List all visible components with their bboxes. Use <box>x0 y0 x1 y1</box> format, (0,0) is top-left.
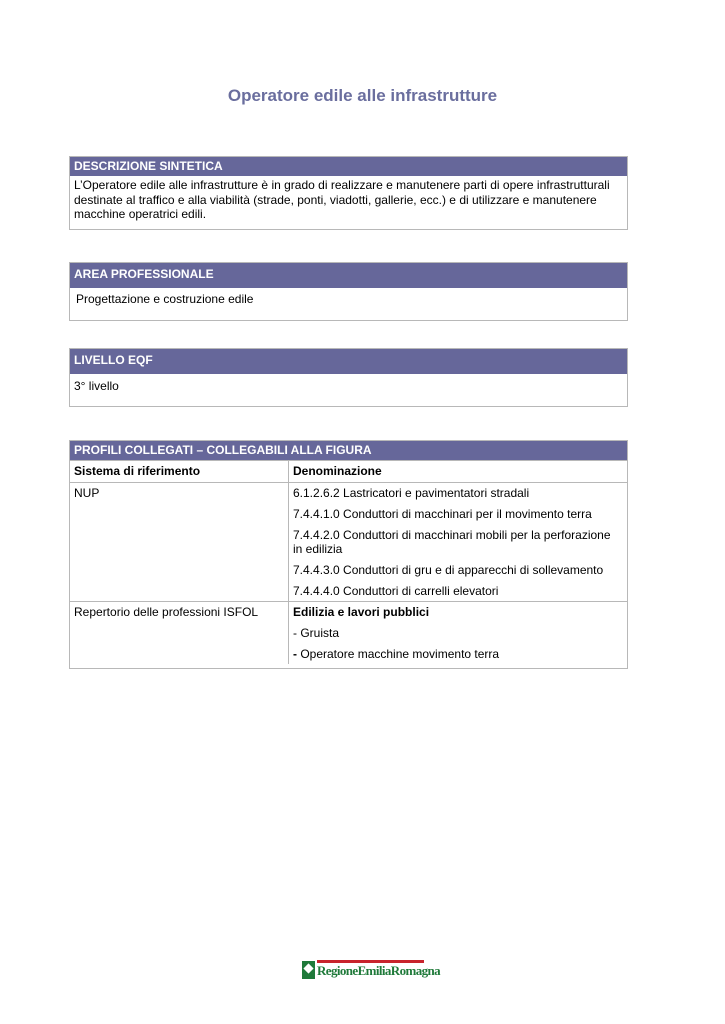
descrizione-section <box>69 156 628 230</box>
nup-item: 7.4.4.3.0 Conduttori di gru e di apparecchi di sollevamento <box>293 563 604 577</box>
regione-flag-icon <box>302 961 315 979</box>
col-denominazione-header: Denominazione <box>289 461 628 483</box>
isfol-item: - Gruista <box>293 626 340 640</box>
nup-denominazione-cell <box>289 483 628 602</box>
isfol-heading: Edilizia e lavori pubblici <box>293 605 430 619</box>
table-row <box>70 483 627 602</box>
nup-item: 7.4.4.2.0 Conduttori di macchinari mobili per la perforazione in edilizia <box>293 528 611 556</box>
isfol-item <box>293 647 623 661</box>
col-sistema-header: Sistema di riferimento <box>70 461 289 483</box>
nup-item: 6.1.2.6.2 Lastricatori e pavimentatori stradali <box>293 486 530 500</box>
area-section <box>69 262 628 321</box>
table-row <box>70 602 627 665</box>
isfol-item-text: Operatore macchine movimento terra <box>297 647 500 661</box>
descrizione-text: L’Operatore edile alle infrastrutture è in grado di realizzare e manutenere parti di opere infrastrutturali destinate al traffico e alla viabilità (strade, ponti, viadotti, gallerie, ecc.) e di utilizzare e manutenere macchine operatrici edili. <box>74 178 610 221</box>
isfol-denominazione-cell <box>289 602 628 665</box>
area-text: Progettazione e costruzione edile <box>76 292 254 306</box>
regione-logo <box>302 960 441 982</box>
nup-sistema-cell: NUP <box>70 483 289 602</box>
profili-table <box>70 460 627 664</box>
eqf-header: LIVELLO EQF <box>70 349 627 374</box>
nup-item: 7.4.4.1.0 Conduttori di macchinari per il movimento terra <box>293 507 592 521</box>
profili-section <box>69 440 628 669</box>
isfol-item-dash: - <box>293 647 297 661</box>
profili-header: PROFILI COLLEGATI – COLLEGABILI ALLA FIGURA <box>70 441 627 460</box>
page-title: Operatore edile alle infrastrutture <box>227 86 498 105</box>
isfol-sistema-cell: Repertorio delle professioni ISFOL <box>70 602 289 665</box>
area-header: AREA PROFESSIONALE <box>70 263 627 288</box>
eqf-text: 3° livello <box>74 379 119 393</box>
logo-text: RegioneEmiliaRomagna <box>317 963 441 978</box>
eqf-section <box>69 348 628 407</box>
descrizione-header: DESCRIZIONE SINTETICA <box>70 157 627 176</box>
nup-item: 7.4.4.4.0 Conduttori di carrelli elevatori <box>293 584 499 598</box>
table-header-row <box>70 461 627 483</box>
